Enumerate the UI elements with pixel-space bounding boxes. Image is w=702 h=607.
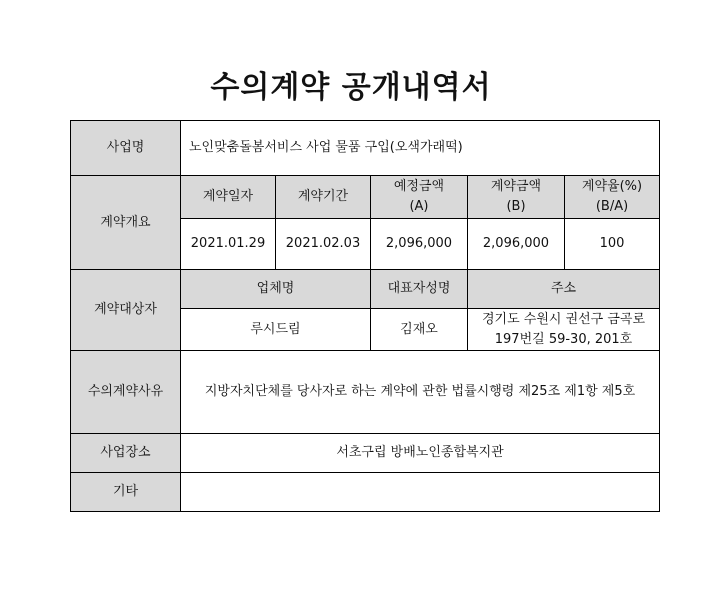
- counterparty-label: 계약대상자: [71, 270, 181, 351]
- etc-value: [181, 473, 660, 512]
- contract-amount-value: 2,096,000: [468, 219, 565, 270]
- contract-rate-header-line2: (B/A): [595, 199, 629, 214]
- disclosure-table: [70, 120, 660, 512]
- estimated-amount-header: [371, 176, 468, 219]
- contract-rate-header-line1: 계약율(%): [581, 179, 643, 194]
- contract-rate-value: 100: [565, 219, 660, 270]
- representative-header: 대표자성명: [371, 270, 468, 309]
- contract-period-header: 계약기간: [276, 176, 371, 219]
- location-label: 사업장소: [71, 434, 181, 473]
- estimated-amount-header-line2: (A): [409, 199, 429, 214]
- address-header: 주소: [468, 270, 660, 309]
- project-name-value: 노인맞춤돌봄서비스 사업 물품 구입(오색가래떡): [181, 121, 660, 176]
- project-name-label: 사업명: [71, 121, 181, 176]
- etc-label: 기타: [71, 473, 181, 512]
- contract-amount-header-line1: 계약금액: [490, 179, 542, 194]
- contract-amount-header: [468, 176, 565, 219]
- address-line2: 197번길 59-30, 201호: [494, 331, 633, 347]
- contract-date-value: 2021.01.29: [181, 219, 276, 270]
- contract-rate-header: [565, 176, 660, 219]
- contract-amount-header-line2: (B): [506, 199, 526, 214]
- reason-label: 수의계약사유: [71, 351, 181, 434]
- reason-value: 지방자치단체를 당사자로 하는 계약에 관한 법률시행령 제25조 제1항 제5호: [181, 351, 660, 434]
- representative-value: 김재오: [371, 309, 468, 351]
- address-value: [468, 309, 660, 351]
- document-title: 수의계약 공개내역서: [210, 70, 492, 105]
- estimated-amount-value: 2,096,000: [371, 219, 468, 270]
- contract-summary-label: 계약개요: [71, 176, 181, 270]
- company-name-value: 루시드림: [181, 309, 371, 351]
- contract-period-value: 2021.02.03: [276, 219, 371, 270]
- estimated-amount-header-line1: 예정금액: [393, 179, 445, 194]
- company-name-header: 업체명: [181, 270, 371, 309]
- address-line1: 경기도 수원시 권선구 금곡로: [481, 311, 646, 327]
- location-value: 서초구립 방배노인종합복지관: [181, 434, 660, 473]
- contract-date-header: 계약일자: [181, 176, 276, 219]
